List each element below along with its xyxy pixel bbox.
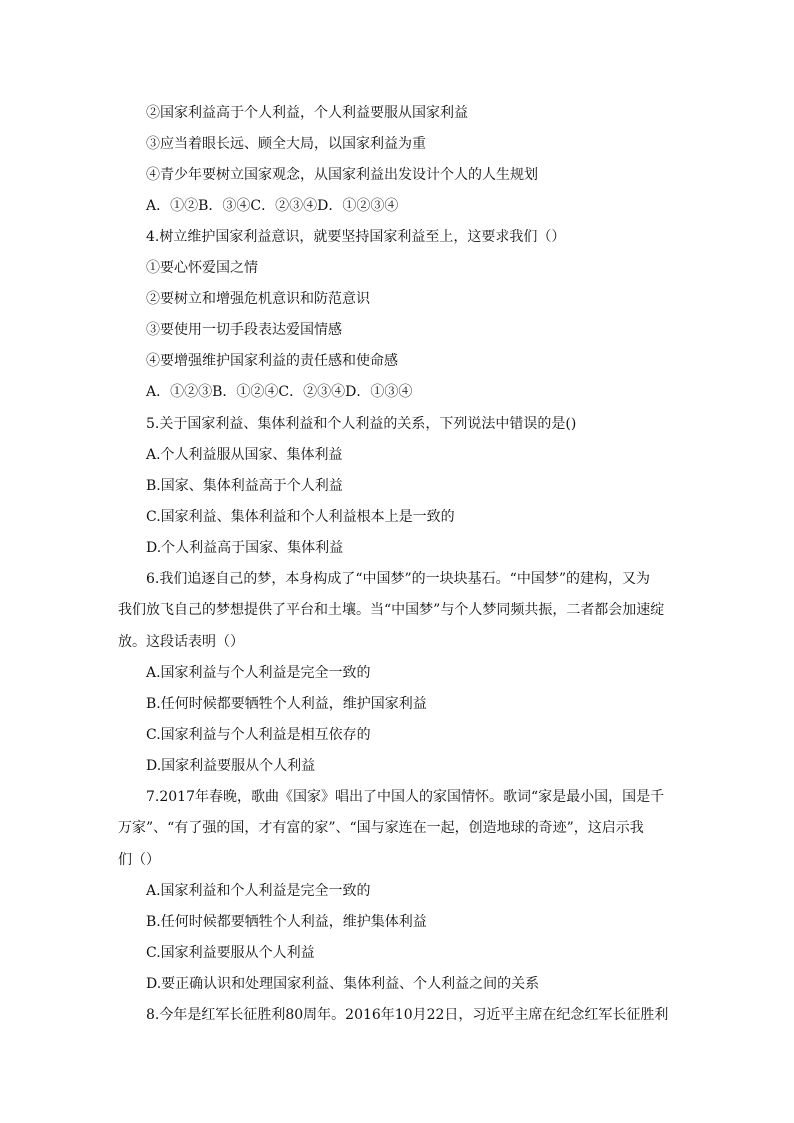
question-6-line-3: 放。这段话表明（）: [118, 634, 244, 650]
q6-option-d: D.国家利益要服从个人利益: [146, 758, 316, 774]
q4-statement-2: ②要树立和增强危机意识和防范意识: [146, 291, 370, 307]
question-5: 5.关于国家利益、集体利益和个人利益的关系，下列说法中错误的是(): [146, 416, 577, 432]
question-7-line-2: 万家”、“有了强的国，才有富的家”、“国与家连在一起，创造地球的奇迹”，这启示我: [118, 820, 644, 836]
q7-option-c: C.国家利益要服从个人利益: [146, 945, 315, 961]
question-7-line-3: 们（）: [118, 852, 160, 868]
question-6-line-1: 6.我们追逐自己的梦，本身构成了“中国梦”的一块块基石。“中国梦”的建构，又为: [146, 571, 650, 587]
answer-choices-q3: A．①②B．③④C．②③④D．①②③④: [146, 198, 399, 214]
option-line-2: ②国家利益高于个人利益，个人利益要服从国家利益: [146, 105, 468, 121]
q7-option-a: A.国家利益和个人利益是完全一致的: [146, 883, 371, 899]
q4-statement-4: ④要增强维护国家利益的责任感和使命感: [146, 353, 398, 369]
q4-statement-3: ③要使用一切手段表达爱国情感: [146, 322, 342, 338]
q7-option-d: D.要正确认识和处理国家利益、集体利益、个人利益之间的关系: [146, 976, 540, 992]
question-4: 4.树立维护国家利益意识，就要坚持国家利益至上，这要求我们（）: [146, 229, 566, 245]
q7-option-b: B.任何时候都要牺牲个人利益，维护集体利益: [146, 914, 427, 930]
q6-option-c: C.国家利益与个人利益是相互依存的: [146, 727, 371, 743]
q5-option-d: D.个人利益高于国家、集体利益: [146, 540, 344, 556]
q4-statement-1: ①要心怀爱国之情: [146, 260, 258, 276]
question-8-line-1: 8.今年是红军长征胜利80周年。2016年10月22日，习近平主席在纪念红军长征胜利: [146, 1007, 669, 1023]
question-7-line-1: 7.2017年春晚，歌曲《国家》唱出了中国人的家国情怀。歌词“家是最小国，国是千: [146, 789, 665, 805]
answer-choices-q4: A．①②③B．①②④C．②③④D．①③④: [146, 384, 413, 400]
q5-option-b: B.国家、集体利益高于个人利益: [146, 478, 343, 494]
q6-option-b: B.任何时候都要牺牲个人利益，维护国家利益: [146, 696, 427, 712]
option-line-3: ③应当着眼长远、顾全大局，以国家利益为重: [146, 136, 426, 152]
option-line-4: ④青少年要树立国家观念，从国家利益出发设计个人的人生规划: [146, 167, 538, 183]
q5-option-a: A.个人利益服从国家、集体利益: [146, 447, 343, 463]
q5-option-c: C.国家利益、集体利益和个人利益根本上是一致的: [146, 509, 455, 525]
question-6-line-2: 我们放飞自己的梦想提供了平台和土壤。当“中国梦”与个人梦同频共振，二者都会加速绽: [118, 602, 665, 618]
q6-option-a: A.国家利益与个人利益是完全一致的: [146, 665, 371, 681]
